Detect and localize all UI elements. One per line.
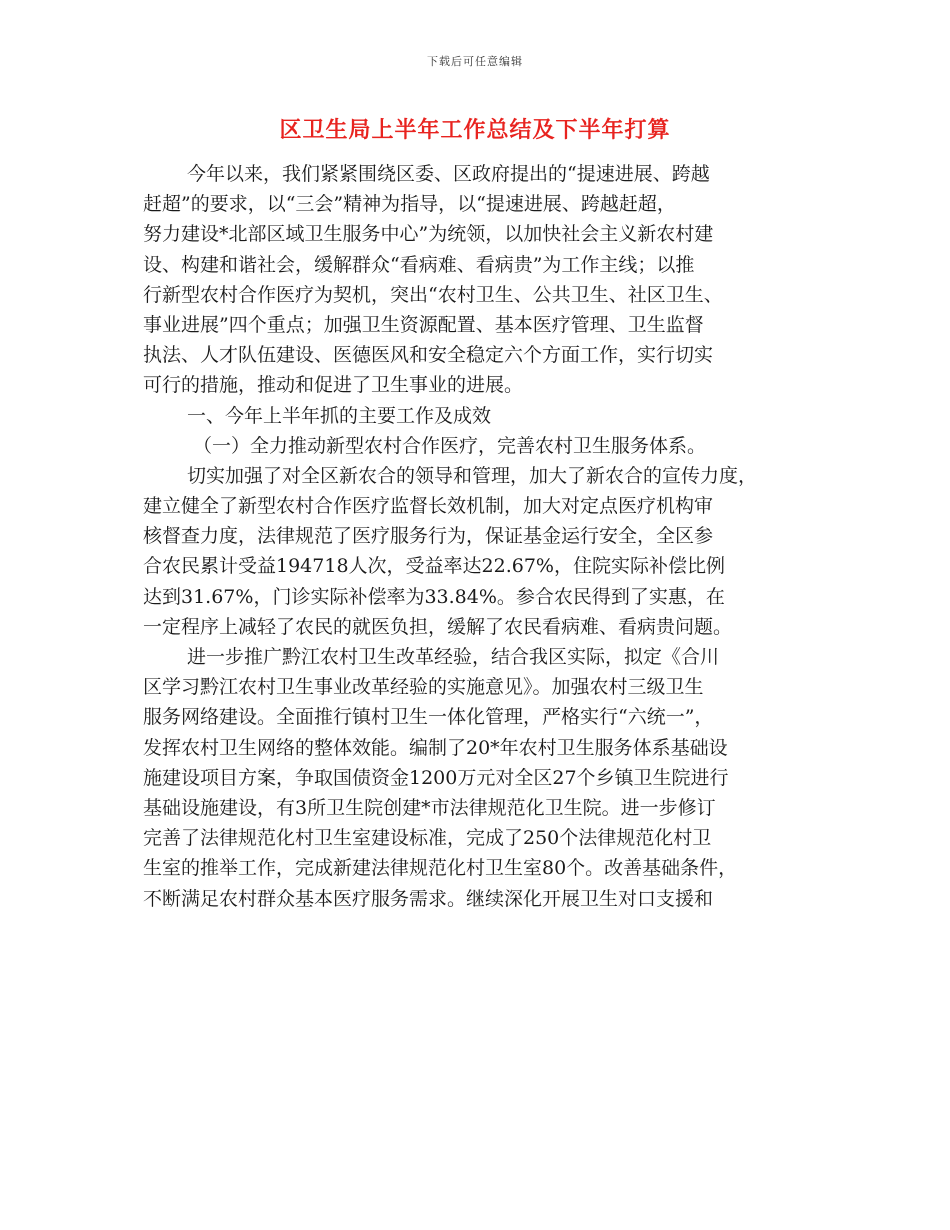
paragraph-line: 达到31.67%，门诊实际补偿率为33.84%。参合农民得到了实惠，在 [143,585,725,608]
header-note: 下载后可任意编辑 [427,55,523,68]
paragraph-line: 合农民累计受益194718人次，受益率达22.67%，住院实际补偿比例 [143,555,725,578]
subsection-heading: （一）全力推动新型农村合作医疗，完善农村卫生服务体系。 [193,434,707,457]
paragraph-line: 服务网络建设。全面推行镇村卫生一体化管理，严格实行“六统一”， [143,706,714,729]
paragraph-line: 事业进展”四个重点；加强卫生资源配置、基本医疗管理、卫生监督 [143,313,704,336]
paragraph-line: 执法、人才队伍建设、医德医风和安全稳定六个方面工作，实行切实 [143,344,714,367]
paragraph-line: 行新型农村合作医疗为契机，突出“农村卫生、公共卫生、社区卫生、 [143,283,723,306]
section-heading: 一、今年上半年抓的主要工作及成效 [187,404,492,427]
document-body [143,159,823,914]
paragraph-line: 不断满足农村群众基本医疗服务需求。继续深化开展卫生对口支援和 [143,887,714,910]
paragraph-line: 今年以来，我们紧紧围绕区委、区政府提出的“提速进展、跨越 [187,163,710,185]
paragraph-line: 一定程序上减轻了农民的就医负担，缓解了农民看病难、看病贵问题。 [143,615,733,638]
paragraph-line: 生室的推举工作，完成新建法律规范化村卫生室80个。改善基础条件， [143,857,738,880]
paragraph-line: 核督查力度，法律规范了医疗服务行为，保证基金运行安全，全区参 [143,525,714,548]
paragraph-line: 建立健全了新型农村合作医疗监督长效机制，加大对定点医疗机构审 [143,495,714,518]
paragraph-line: 可行的措施，推动和促进了卫生事业的进展。 [143,374,524,397]
paragraph-line: 基础设施建设，有3所卫生院创建*市法律规范化卫生院。进一步修订 [143,796,716,819]
paragraph-line: 区学习黔江农村卫生事业改革经验的实施意见》。加强农村三级卫生 [143,676,704,699]
paragraph-line: 赶超”的要求，以“三会”精神为指导，以“提速进展、跨越赶超， [143,193,676,216]
paragraph-line: 施建设项目方案，争取国债资金1200万元对全区27个乡镇卫生院进行 [143,766,729,789]
paragraph-line: 完善了法律规范化村卫生室建设标准，完成了250个法律规范化村卫 [143,827,712,850]
paragraph-line: 进一步推广黔江农村卫生改革经验，结合我区实际，拟定《合川 [187,646,720,668]
paragraph-line: 努力建设*北部区域卫生服务中心”为统领，以加快社会主义新农村建 [143,223,714,246]
paragraph-line: 切实加强了对全区新农合的领导和管理，加大了新农合的宣传力度， [187,464,758,487]
paragraph-line: 设、构建和谐社会，缓解群众“看病难、看病贵”为工作主线；以推 [143,253,695,276]
document-title: 区卫生局上半年工作总结及下半年打算 [279,118,671,143]
paragraph-line: 发挥农村卫生网络的整体效能。编制了20*年农村卫生服务体系基础设 [143,736,728,759]
